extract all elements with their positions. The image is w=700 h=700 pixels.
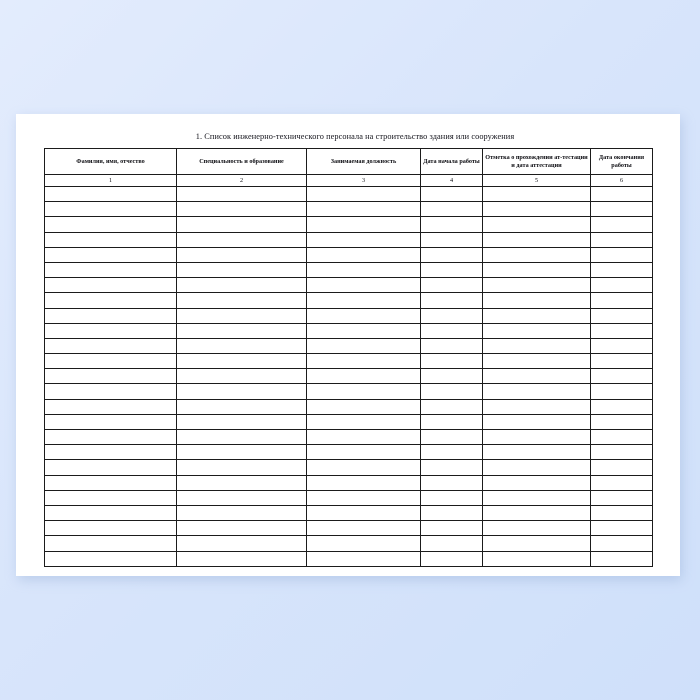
table-cell[interactable] [177, 399, 307, 414]
table-cell[interactable] [591, 354, 653, 369]
table-cell[interactable] [591, 414, 653, 429]
table-cell[interactable] [591, 505, 653, 520]
column-number-4: 4 [421, 175, 483, 187]
table-cell[interactable] [483, 262, 591, 277]
column-number-row [45, 175, 653, 187]
table-cell[interactable] [177, 369, 307, 384]
table-cell[interactable] [177, 323, 307, 338]
table-cell[interactable] [591, 308, 653, 323]
table-cell[interactable] [45, 338, 177, 353]
table-cell[interactable] [421, 187, 483, 202]
table-cell[interactable] [591, 293, 653, 308]
table-cell[interactable] [483, 384, 591, 399]
table-cell[interactable] [307, 475, 421, 490]
table-row [45, 384, 653, 399]
table-cell[interactable] [483, 399, 591, 414]
column-header-end-date: Дата окончания работы [591, 149, 653, 175]
table-row [45, 262, 653, 277]
table-row [45, 187, 653, 202]
table-row [45, 414, 653, 429]
table-header [45, 149, 653, 187]
table-cell[interactable] [483, 521, 591, 536]
table-row [45, 247, 653, 262]
table-cell[interactable] [591, 430, 653, 445]
table-row [45, 505, 653, 520]
table-cell[interactable] [307, 323, 421, 338]
table-cell[interactable] [307, 536, 421, 551]
table-cell[interactable] [483, 293, 591, 308]
table-row [45, 202, 653, 217]
table-row [45, 490, 653, 505]
table-cell[interactable] [421, 262, 483, 277]
column-header-full-name: Фамилия, имя, отчество [45, 149, 177, 175]
table-cell[interactable] [45, 369, 177, 384]
table-row [45, 521, 653, 536]
table-cell[interactable] [421, 278, 483, 293]
table-cell[interactable] [177, 536, 307, 551]
table-cell[interactable] [483, 308, 591, 323]
table-cell[interactable] [591, 475, 653, 490]
table-cell[interactable] [483, 475, 591, 490]
table-cell[interactable] [421, 536, 483, 551]
table-row [45, 217, 653, 232]
table-cell[interactable] [483, 232, 591, 247]
table-row [45, 323, 653, 338]
table-cell[interactable] [177, 430, 307, 445]
table-cell[interactable] [307, 399, 421, 414]
table-row [45, 399, 653, 414]
table-cell[interactable] [307, 278, 421, 293]
table-cell[interactable] [45, 505, 177, 520]
table-cell[interactable] [177, 475, 307, 490]
table-cell[interactable] [45, 551, 177, 566]
table-cell[interactable] [177, 445, 307, 460]
table-cell[interactable] [45, 521, 177, 536]
table-cell[interactable] [45, 414, 177, 429]
table-cell[interactable] [307, 338, 421, 353]
table-cell[interactable] [483, 247, 591, 262]
table-row [45, 338, 653, 353]
table-row [45, 232, 653, 247]
table-row [45, 445, 653, 460]
table-cell[interactable] [177, 505, 307, 520]
table-cell[interactable] [177, 293, 307, 308]
table-cell[interactable] [177, 278, 307, 293]
table-cell[interactable] [421, 369, 483, 384]
table-cell[interactable] [45, 475, 177, 490]
table-cell[interactable] [421, 217, 483, 232]
table-cell[interactable] [421, 308, 483, 323]
table-cell[interactable] [421, 521, 483, 536]
table-cell[interactable] [307, 293, 421, 308]
table-cell[interactable] [421, 384, 483, 399]
table-cell[interactable] [177, 354, 307, 369]
table-cell[interactable] [307, 490, 421, 505]
table-cell[interactable] [177, 308, 307, 323]
table-cell[interactable] [421, 202, 483, 217]
table-row [45, 278, 653, 293]
table-body [45, 187, 653, 567]
table-cell[interactable] [483, 551, 591, 566]
column-number-3: 3 [307, 175, 421, 187]
table-cell[interactable] [45, 278, 177, 293]
column-header-position: Занимаемая должность [307, 149, 421, 175]
table-cell[interactable] [421, 505, 483, 520]
table-cell[interactable] [307, 505, 421, 520]
table-cell[interactable] [45, 354, 177, 369]
table-cell[interactable] [591, 490, 653, 505]
table-cell[interactable] [307, 262, 421, 277]
table-cell[interactable] [177, 460, 307, 475]
table-cell[interactable] [591, 536, 653, 551]
table-cell[interactable] [45, 399, 177, 414]
table-cell[interactable] [591, 247, 653, 262]
table-cell[interactable] [307, 187, 421, 202]
table-cell[interactable] [177, 521, 307, 536]
table-cell[interactable] [421, 430, 483, 445]
table-cell[interactable] [421, 445, 483, 460]
table-cell[interactable] [307, 460, 421, 475]
table-cell[interactable] [307, 445, 421, 460]
table-row [45, 430, 653, 445]
table-cell[interactable] [421, 399, 483, 414]
table-cell[interactable] [177, 247, 307, 262]
column-number-6: 6 [591, 175, 653, 187]
table-cell[interactable] [45, 384, 177, 399]
table-cell[interactable] [483, 490, 591, 505]
table-cell[interactable] [307, 232, 421, 247]
table-cell[interactable] [591, 232, 653, 247]
table-cell[interactable] [591, 369, 653, 384]
table-cell[interactable] [483, 414, 591, 429]
table-cell[interactable] [421, 323, 483, 338]
table-cell[interactable] [591, 187, 653, 202]
table-row [45, 460, 653, 475]
table-cell[interactable] [591, 551, 653, 566]
table-cell[interactable] [307, 384, 421, 399]
table-cell[interactable] [177, 384, 307, 399]
page-title: 1. Список инженерно-технического персонала на строительство здания или сооружения [195, 132, 515, 141]
document-page [16, 114, 680, 576]
table-cell[interactable] [483, 430, 591, 445]
table-cell[interactable] [45, 202, 177, 217]
table-cell[interactable] [483, 278, 591, 293]
table-row [45, 536, 653, 551]
table-cell[interactable] [307, 430, 421, 445]
table-cell[interactable] [45, 323, 177, 338]
table-cell[interactable] [307, 521, 421, 536]
column-number-1: 1 [45, 175, 177, 187]
table-cell[interactable] [45, 490, 177, 505]
table-cell[interactable] [591, 399, 653, 414]
table-cell[interactable] [591, 323, 653, 338]
table-cell[interactable] [307, 202, 421, 217]
table-cell[interactable] [177, 217, 307, 232]
table-cell[interactable] [421, 475, 483, 490]
table-cell[interactable] [591, 460, 653, 475]
table-cell[interactable] [307, 308, 421, 323]
column-number-5: 5 [483, 175, 591, 187]
table-cell[interactable] [483, 445, 591, 460]
column-header-start-date: Дата начала работы [421, 149, 483, 175]
table-cell[interactable] [421, 551, 483, 566]
table-row [45, 475, 653, 490]
table-cell[interactable] [45, 262, 177, 277]
table-cell[interactable] [483, 354, 591, 369]
table-cell[interactable] [45, 430, 177, 445]
table-cell[interactable] [483, 187, 591, 202]
table-cell[interactable] [177, 338, 307, 353]
table-cell[interactable] [421, 232, 483, 247]
column-number-2: 2 [177, 175, 307, 187]
table-cell[interactable] [307, 217, 421, 232]
header-row [45, 149, 653, 175]
table-cell[interactable] [45, 293, 177, 308]
table-cell[interactable] [177, 414, 307, 429]
table-cell[interactable] [591, 338, 653, 353]
table-cell[interactable] [483, 460, 591, 475]
table-cell[interactable] [591, 445, 653, 460]
table-cell[interactable] [177, 262, 307, 277]
table-cell[interactable] [307, 414, 421, 429]
column-header-specialty-education: Специальность и образование [177, 149, 307, 175]
table-cell[interactable] [591, 521, 653, 536]
table-cell[interactable] [421, 460, 483, 475]
table-cell[interactable] [177, 551, 307, 566]
table-cell[interactable] [177, 202, 307, 217]
table-cell[interactable] [591, 217, 653, 232]
table-cell[interactable] [45, 445, 177, 460]
table-cell[interactable] [591, 278, 653, 293]
table-cell[interactable] [307, 247, 421, 262]
table-cell[interactable] [483, 202, 591, 217]
table-cell[interactable] [307, 354, 421, 369]
table-cell[interactable] [177, 490, 307, 505]
table-cell[interactable] [483, 323, 591, 338]
table-cell[interactable] [421, 338, 483, 353]
table-cell[interactable] [483, 338, 591, 353]
table-cell[interactable] [591, 262, 653, 277]
table-cell[interactable] [45, 536, 177, 551]
table-cell[interactable] [591, 384, 653, 399]
table-cell[interactable] [45, 308, 177, 323]
table-cell[interactable] [45, 460, 177, 475]
table-cell[interactable] [483, 505, 591, 520]
table-cell[interactable] [177, 232, 307, 247]
column-header-attestation: Отметка о прохождении ат-тестации и дата аттестации [483, 149, 591, 175]
table-cell[interactable] [421, 293, 483, 308]
table-cell[interactable] [45, 187, 177, 202]
table-cell[interactable] [421, 247, 483, 262]
table-cell[interactable] [45, 217, 177, 232]
table-cell[interactable] [421, 354, 483, 369]
table-cell[interactable] [483, 217, 591, 232]
table-cell[interactable] [45, 247, 177, 262]
table-row [45, 551, 653, 566]
table-row [45, 293, 653, 308]
table-cell[interactable] [177, 187, 307, 202]
table-cell[interactable] [421, 490, 483, 505]
table-row [45, 354, 653, 369]
table-cell[interactable] [483, 369, 591, 384]
table-cell[interactable] [45, 232, 177, 247]
personnel-table [44, 148, 653, 567]
table-cell[interactable] [307, 551, 421, 566]
table-cell[interactable] [307, 369, 421, 384]
table-row [45, 308, 653, 323]
table-cell[interactable] [421, 414, 483, 429]
table-cell[interactable] [591, 202, 653, 217]
table-row [45, 369, 653, 384]
table-cell[interactable] [483, 536, 591, 551]
